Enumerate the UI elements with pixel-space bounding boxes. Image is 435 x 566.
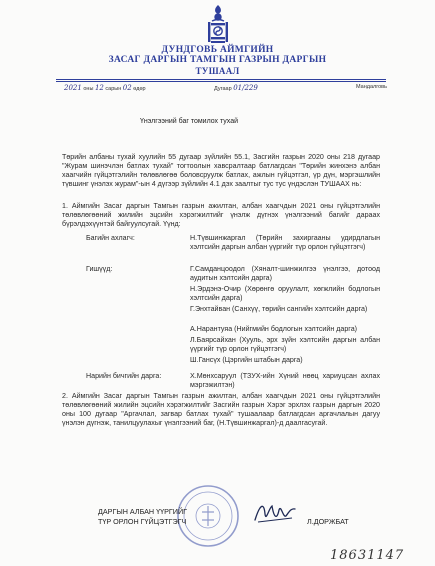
handwritten-signature-icon [252,500,298,526]
role-member: Г.Энхтайван (Санхүү, төрийн сангийн хэлтсийн дарга) [190,305,368,313]
official-seal-icon [176,484,240,548]
document-subject: Үнэлгээний баг томилох тухай [140,118,239,125]
document-place: Мандалговь [356,84,387,90]
signatory-title-line2: ТҮР ОРЛОН ГҮЙЦЭТГЭГЧ [98,517,187,526]
header-office: ЗАСАГ ДАРГЫН ТАМГЫН ГАЗРЫН ДАРГЫН [108,55,327,65]
role-member: Г.Самданцоодол (Хяналт-шинжилгээ үнэлгээ, дотоод аудитын хэлтсийн дарга) [190,265,380,282]
role-label: Гишүүд: [86,265,113,273]
role-member: Х.Мөнхсаруул (ТЗУХ-ийн Хүний нөөц хариуцсан ахлах мэргэжилтэн) [190,372,380,389]
signatory-title-line1: ДАРГЫН АЛБАН ҮҮРГИЙГ [98,507,188,516]
role-member: Ш.Гансүх (Цэргийн штабын дарга) [190,356,303,364]
header-rule [56,81,386,82]
role-member: Н.Эрдэнэ-Очир (Хөрөнгө оруулалт, хөгжлийн бодлогын хэлтсийн дарга) [190,285,380,302]
item-2-paragraph: 2. Аймгийн Засаг даргын Тамгын газрын ажилтан, албан хаагчдын 2021 оны гүйцэтгэлийн төлөвлөгөөний жилийн эцсийн хэрэгжилтийг Засгийн газрын Хэрэг эрхлэх газрын даргын 2020 оны 100 дугаар "Аргачлал, загвар батлах тухай" тушаалаар батлагдсан аргачлалын дагуу үнэлэн дүгнэж, танилцуулахыг үнэлгээний баг, (Н.Түвшинжаргал)-д даалгасугай. [62,392,380,427]
role-member: А.Нарантуяа (Нийгмийн бодлогын хэлтсийн дарга) [190,325,357,333]
document-number: Дугаар 01/229 [214,84,258,92]
role-member: Н.Түвшинжаргал (Төрийн захиргааны удирдлагын хэлтсийн даргын албан үүргийг түр орлон гүйцэтгэгч) [190,234,380,251]
header-rule [56,79,386,80]
header-doc-type: ТУШААЛ [195,66,240,76]
preamble-paragraph: Төрийн албаны тухай хуулийн 55 дугаар зүйлийн 55.1, Засгийн газрын 2020 оны 218 дугаар "Журам шинэчлэн батлах тухай" тогтоолын хавсралтаар батлагдсан "Төрийн жинхэнэ албан хаагчийн гүйцэтгэлийн төлөвлөгөө боловсруулж батлах, ажлын гүйцэтгэл, үр дүн, мэргэшлийн түвшинг үнэлэх журам"-ын 4 дүгээр зүйлийн 4.1 дэх заалтыг тус тус үндэслэн ТУШААХ нь: [62,153,380,188]
signatory-name: Л.ДОРЖБАТ [307,517,349,526]
document-date: 2021 оны 12 сарын 02 өдөр [64,84,146,92]
role-member: Л.Баярсайхан (Хууль, эрх зүйн хэлтсийн даргын албан үүргийг түр орлон гүйцэтгэгч) [190,336,380,353]
item-1-paragraph: 1. Аймгийн Засаг даргын Тамгын газрын ажилтан, албан хаагчдын 2021 оны гүйцэтгэлийн төлөвлөгөөний жилийн эцсийн хэрэгжилтийг үнэлж дүгнэх үнэлгээний багийг дараах бүрэлдэхүүнтэй байгуулсугай. Үүнд: [62,202,380,228]
header-aimag: ДУНДГОВЬ АЙМГИЙН [161,45,274,55]
soyombo-emblem-icon [202,4,234,46]
role-label: Багийн ахлагч: [86,234,135,242]
role-label: Нарийн бичгийн дарга: [86,372,162,380]
document-serial: 18631147 [330,548,405,563]
